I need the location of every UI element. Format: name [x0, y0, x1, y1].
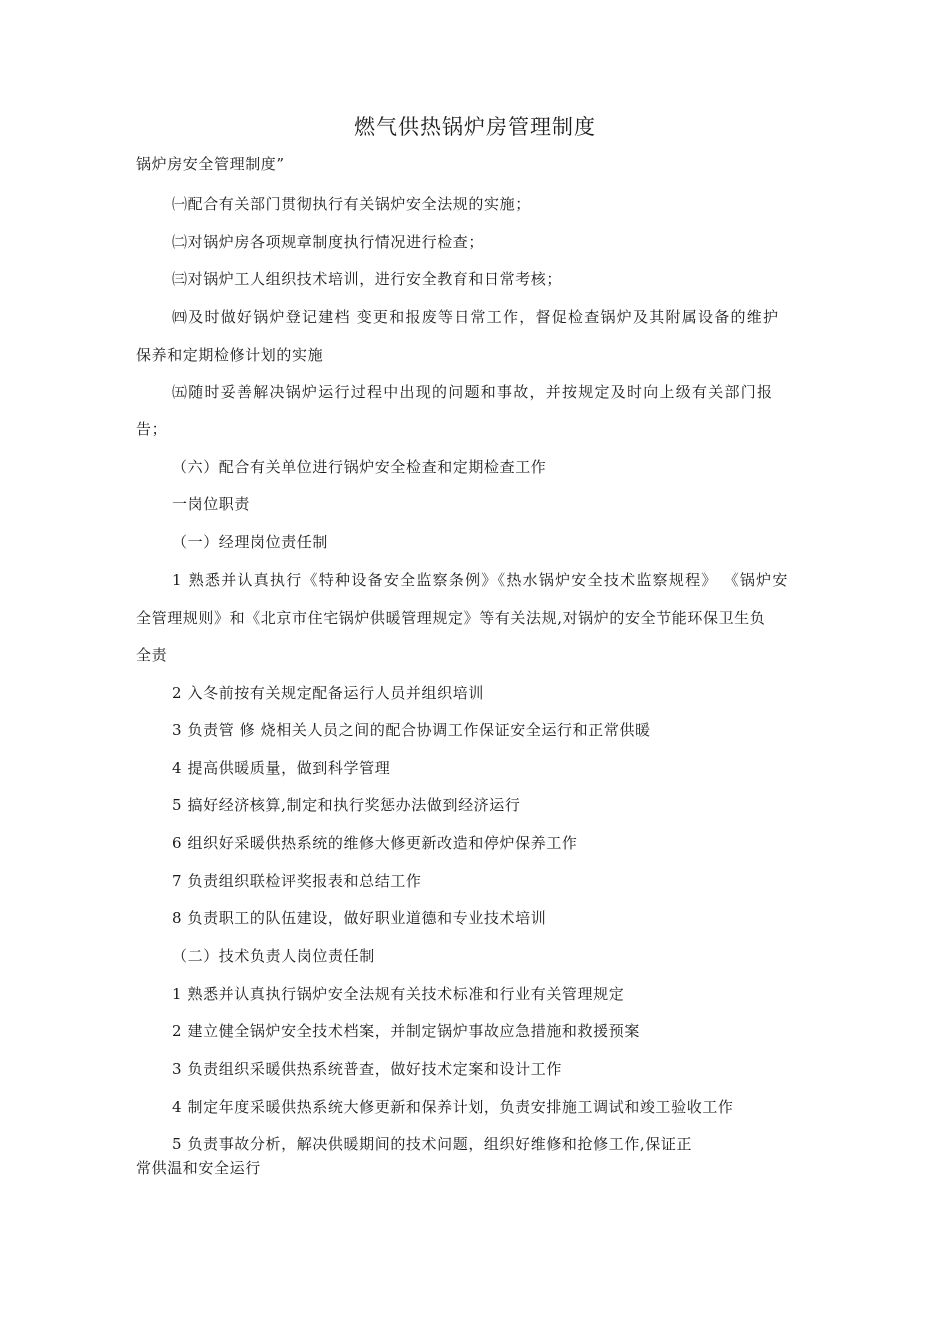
subsection-heading: （二）技术负责人岗位责任制 — [172, 947, 375, 965]
list-item: 5 搞好经济核算,制定和执行奖惩办法做到经济运行 — [172, 796, 521, 814]
list-item: 8 负责职工的队伍建设，做好职业道德和专业技术培训 — [172, 909, 547, 927]
list-item: 3 负责组织采暖供热系统普查，做好技术定案和设计工作 — [172, 1060, 562, 1078]
list-item-continuation: 全责 — [136, 646, 168, 664]
list-item: 2 入冬前按有关规定配备运行人员并组织培训 — [172, 684, 484, 702]
list-item: 3 负责管 修 烧相关人员之间的配合协调工作保证安全运行和正常供暖 — [172, 721, 651, 739]
paragraph-line: ㈡对锅炉房各项规章制度执行情况进行检查； — [172, 233, 485, 251]
section-heading: 一岗位职责 — [172, 495, 251, 513]
paragraph-line: （六）配合有关单位进行锅炉安全检查和定期检查工作 — [172, 458, 547, 476]
list-item: 4 制定年度采暖供热系统大修更新和保养计划，负责安排施工调试和竣工验收工作 — [172, 1098, 734, 1116]
list-item: 5 负责事故分析，解决供暖期间的技术问题，组织好维修和抢修工作,保证正 — [172, 1135, 693, 1153]
list-item: 6 组织好采暖供热系统的维修大修更新改造和停炉保养工作 — [172, 834, 578, 852]
list-item: 1 熟悉并认真执行《特种设备安全监察条例》《热水锅炉安全技术监察规程》 《锅炉安 — [172, 571, 789, 589]
section-heading: 锅炉房安全管理制度” — [136, 155, 285, 173]
paragraph-line: ㈢对锅炉工人组织技术培训，进行安全教育和日常考核； — [172, 270, 563, 288]
list-item: 4 提高供暖质量，做到科学管理 — [172, 759, 391, 777]
paragraph-line-continuation: 告； — [136, 420, 168, 438]
paragraph-line: ㈤随时妥善解决锅炉运行过程中出现的问题和事故，并按规定及时向上级有关部门报 — [172, 383, 774, 401]
list-item-continuation: 全管理规则》和《北京市住宅锅炉供暖管理规定》等有关法规,对锅炉的安全节能环保卫生负 — [136, 609, 766, 627]
paragraph-line: ㈠配合有关部门贯彻执行有关锅炉安全法规的实施； — [172, 195, 531, 213]
paragraph-line: ㈣及时做好锅炉登记建档 变更和报废等日常工作，督促检查锅炉及其附属设备的维护 — [172, 308, 780, 326]
list-item: 2 建立健全锅炉安全技术档案，并制定锅炉事故应急措施和救援预案 — [172, 1022, 640, 1040]
document-title: 燃气供热锅炉房管理制度 — [354, 115, 596, 139]
list-item-continuation: 常供温和安全运行 — [136, 1159, 261, 1177]
list-item: 1 熟悉并认真执行锅炉安全法规有关技术标准和行业有关管理规定 — [172, 985, 625, 1003]
subsection-heading: （一）经理岗位责任制 — [172, 533, 329, 551]
paragraph-line-continuation: 保养和定期检修计划的实施 — [136, 346, 324, 364]
list-item: 7 负责组织联检评奖报表和总结工作 — [172, 872, 422, 890]
